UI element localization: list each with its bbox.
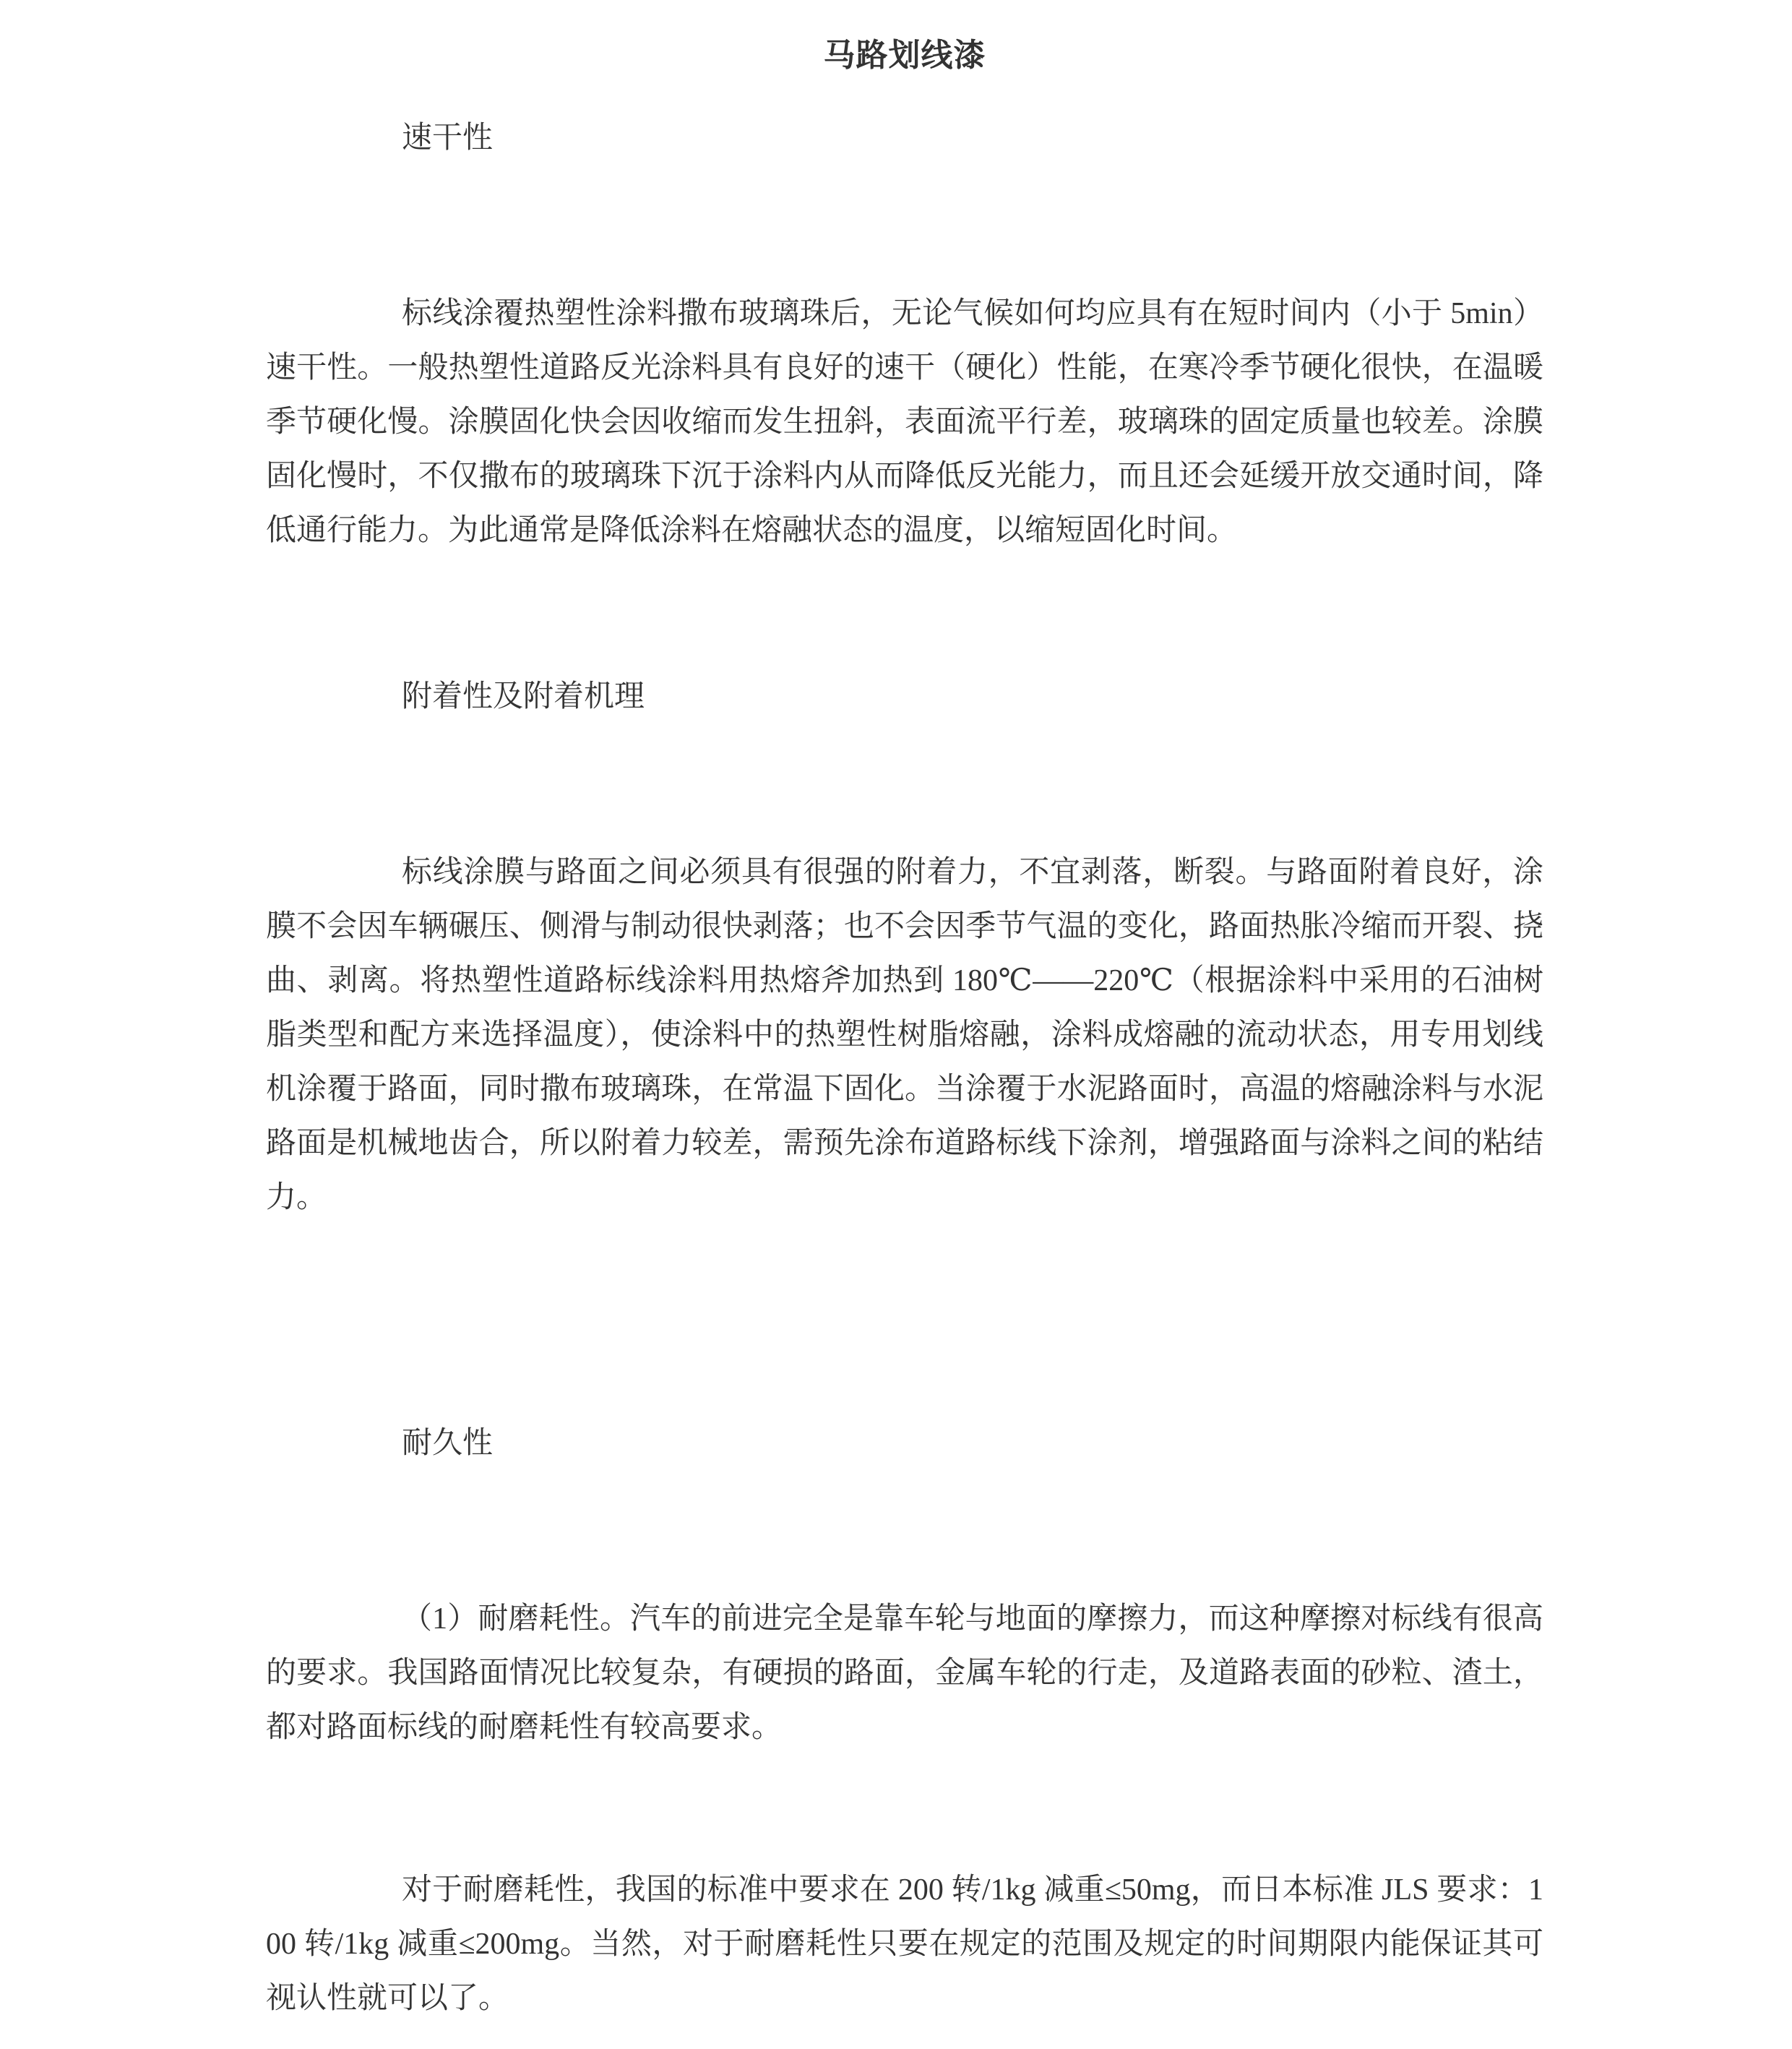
section-heading-adhesion: 附着性及附着机理 <box>402 680 645 713</box>
section-heading-quick-drying: 速干性 <box>402 121 494 155</box>
paragraph-quick-drying: 标线涂覆热塑性涂料撒布玻璃珠后，无论气候如何均应具有在短时间内（小于 5min）速干性。一般热塑性道路反光涂料具有良好的速干（硬化）性能，在寒冷季节硬化很快，在温暖季节硬化慢。涂膜固化快会因收缩而发生扭斜，表面流平行差，玻璃珠的固定质量也较差。涂膜固化慢时，不仅撒布的玻璃珠下沉于涂料内从而降低反光能力，而且还会延缓开放交通时间，降低通行能力。为此通常是降低涂料在熔融状态的温度，以缩短固化时间。 <box>266 297 1543 547</box>
paragraph-durability-wear: （1）耐磨耗性。汽车的前进完全是靠车轮与地面的摩擦力，而这种摩擦对标线有很高的要求。我国路面情况比较复杂，有硬损的路面，金属车轮的行走，及道路表面的砂粒、渣土，都对路面标线的耐磨耗性有较高要求。 <box>266 1602 1543 1744</box>
paragraph-adhesion: 标线涂膜与路面之间必须具有很强的附着力，不宜剥落，断裂。与路面附着良好，涂膜不会因车辆碾压、侧滑与制动很快剥落；也不会因季节气温的变化，路面热胀冷缩而开裂、挠曲、剥离。将热塑性道路标线涂料用热熔斧加热到 180℃——220℃（根据涂料中采用的石油树脂类型和配方来选择温度），使涂料中的热塑性树脂熔融，涂料成熔融的流动状态，用专用划线机涂覆于路面，同时撒布玻璃珠，在常温下固化。当涂覆于水泥路面时，高温的熔融涂料与水泥路面是机械地齿合，所以附着力较差，需预先涂布道路标线下涂剂，增强路面与涂料之间的粘结力。 <box>266 856 1543 1214</box>
document-content <box>266 28 1543 2026</box>
paragraph-durability-standards: 对于耐磨耗性，我国的标准中要求在 200 转/1kg 减重≤50mg，而日本标准 JLS 要求：100 转/1kg 减重≤200mg。当然，对于耐磨耗性只要在规定的范围及规定的时间期限内能保证其可视认性就可以了。 <box>266 1873 1543 2015</box>
document-title: 马路划线漆 <box>823 38 986 73</box>
section-heading-durability: 耐久性 <box>402 1427 494 1460</box>
